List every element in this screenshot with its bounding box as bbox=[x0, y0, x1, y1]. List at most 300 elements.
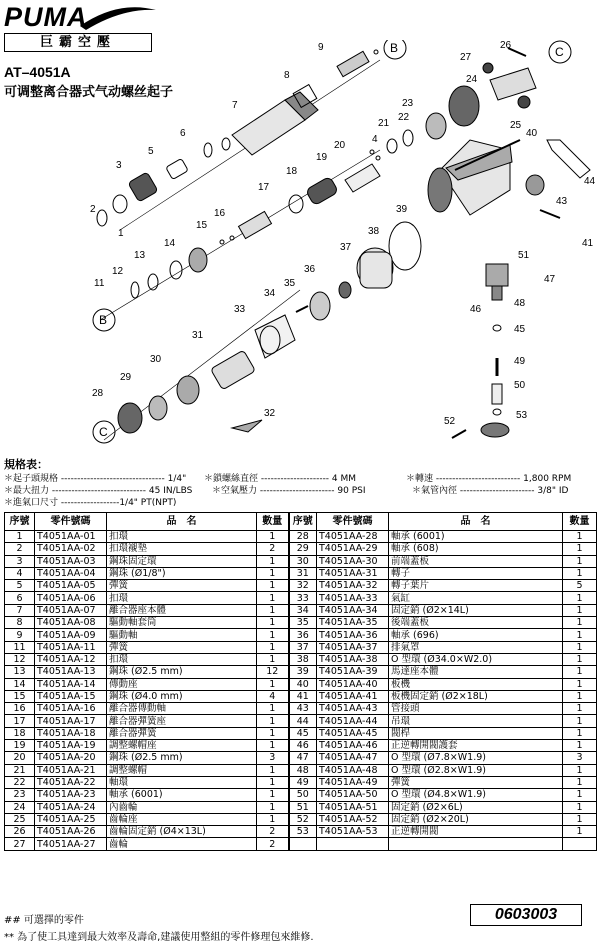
table-cell: T4051AA-16 bbox=[35, 703, 107, 715]
svg-text:21: 21 bbox=[378, 118, 390, 129]
table-cell: T4051AA-25 bbox=[35, 813, 107, 825]
table-cell: 1 bbox=[563, 678, 597, 690]
table-cell: 後端蓋板 bbox=[389, 617, 563, 629]
table-cell: 11 bbox=[5, 641, 35, 653]
table-cell: 26 bbox=[5, 826, 35, 838]
table-cell: 15 bbox=[5, 690, 35, 702]
table-cell: 53 bbox=[289, 826, 317, 838]
table-cell: 1 bbox=[257, 555, 289, 567]
table-cell: 前端蓋板 bbox=[389, 555, 563, 567]
table-cell: 7 bbox=[5, 604, 35, 616]
table-cell: 1 bbox=[257, 776, 289, 788]
table-cell bbox=[317, 838, 389, 850]
table-cell: T4051AA-38 bbox=[317, 653, 389, 665]
table-cell: 13 bbox=[5, 666, 35, 678]
table-cell: 1 bbox=[257, 617, 289, 629]
svg-text:5: 5 bbox=[148, 146, 154, 157]
table-row bbox=[5, 801, 597, 813]
table-cell: T4051AA-09 bbox=[35, 629, 107, 641]
table-row bbox=[5, 629, 597, 641]
table-cell: 27 bbox=[5, 838, 35, 850]
table-cell: 正逆轉開閥 bbox=[389, 826, 563, 838]
table-cell: 1 bbox=[563, 604, 597, 616]
table-cell bbox=[563, 838, 597, 850]
table-cell: 1 bbox=[257, 813, 289, 825]
table-cell: T4051AA-32 bbox=[317, 580, 389, 592]
table-cell: 1 bbox=[257, 653, 289, 665]
table-cell: 調整螺帽 bbox=[107, 764, 257, 776]
table-cell: 37 bbox=[289, 641, 317, 653]
table-cell: 1 bbox=[563, 789, 597, 801]
svg-text:48: 48 bbox=[514, 298, 526, 309]
table-cell: 38 bbox=[289, 653, 317, 665]
table-cell: 17 bbox=[5, 715, 35, 727]
svg-text:C: C bbox=[99, 425, 108, 439]
table-cell: T4051AA-19 bbox=[35, 740, 107, 752]
table-cell: 1 bbox=[257, 727, 289, 739]
table-cell: 離合器傳動軸 bbox=[107, 703, 257, 715]
table-cell: 齒輪座 bbox=[107, 813, 257, 825]
table-row bbox=[5, 617, 597, 629]
spec-screw: ＊鎖螺絲直徑 --------------------- 4 MM bbox=[204, 474, 357, 484]
table-cell: 1 bbox=[563, 801, 597, 813]
svg-text:38: 38 bbox=[368, 226, 380, 237]
table-cell: O 型環 (Ø7.8×W1.9) bbox=[389, 752, 563, 764]
table-cell: 鋼珠 (Ø4.0 mm) bbox=[107, 690, 257, 702]
table-cell: T4051AA-52 bbox=[317, 813, 389, 825]
table-cell: 23 bbox=[5, 789, 35, 801]
table-cell: 45 bbox=[289, 727, 317, 739]
table-cell: 1 bbox=[563, 727, 597, 739]
svg-text:20: 20 bbox=[334, 140, 346, 151]
table-cell: 閥桿 bbox=[389, 727, 563, 739]
table-row bbox=[5, 580, 597, 592]
table-cell: 1 bbox=[257, 567, 289, 579]
svg-text:18: 18 bbox=[286, 166, 298, 177]
table-cell: T4051AA-15 bbox=[35, 690, 107, 702]
svg-text:33: 33 bbox=[234, 304, 246, 315]
table-cell: T4051AA-20 bbox=[35, 752, 107, 764]
table-cell: 1 bbox=[563, 690, 597, 702]
table-cell: 1 bbox=[563, 666, 597, 678]
document-code: 0603003 bbox=[470, 904, 582, 926]
svg-text:12: 12 bbox=[112, 266, 124, 277]
table-cell: 1 bbox=[257, 678, 289, 690]
table-cell: 扣環襯墊 bbox=[107, 543, 257, 555]
table-cell: 36 bbox=[289, 629, 317, 641]
table-cell: 5 bbox=[5, 580, 35, 592]
table-cell: 正逆轉開閥護套 bbox=[389, 740, 563, 752]
table-cell: 1 bbox=[563, 764, 597, 776]
table-cell: 轉子葉片 bbox=[389, 580, 563, 592]
table-cell: 25 bbox=[5, 813, 35, 825]
table-cell bbox=[389, 838, 563, 850]
svg-text:22: 22 bbox=[398, 112, 410, 123]
table-cell: T4051AA-24 bbox=[35, 801, 107, 813]
table-cell: T4051AA-21 bbox=[35, 764, 107, 776]
table-cell: T4051AA-29 bbox=[317, 543, 389, 555]
parts-table bbox=[4, 512, 597, 851]
table-cell: O 型環 (Ø34.0×W2.0) bbox=[389, 653, 563, 665]
table-cell: 調整螺帽座 bbox=[107, 740, 257, 752]
table-cell: 3 bbox=[257, 752, 289, 764]
svg-text:23: 23 bbox=[402, 98, 414, 109]
svg-text:28: 28 bbox=[92, 388, 104, 399]
table-cell: 32 bbox=[289, 580, 317, 592]
table-cell: T4051AA-48 bbox=[317, 764, 389, 776]
table-cell: 齒輪 bbox=[107, 838, 257, 850]
table-cell: 1 bbox=[257, 531, 289, 543]
table-cell: T4051AA-03 bbox=[35, 555, 107, 567]
spec-hose: ＊氣管內徑 ----------------------- 3/8" ID bbox=[412, 486, 569, 496]
model-number: AT–4051A bbox=[4, 64, 71, 80]
table-cell: 44 bbox=[289, 715, 317, 727]
table-row bbox=[5, 567, 597, 579]
table-cell: 1 bbox=[257, 715, 289, 727]
svg-text:14: 14 bbox=[164, 238, 176, 249]
table-cell: 33 bbox=[289, 592, 317, 604]
table-cell: 3 bbox=[563, 752, 597, 764]
table-cell: T4051AA-47 bbox=[317, 752, 389, 764]
table-cell: T4051AA-01 bbox=[35, 531, 107, 543]
table-cell: 2 bbox=[257, 838, 289, 850]
svg-text:51: 51 bbox=[518, 250, 530, 261]
svg-text:3: 3 bbox=[116, 160, 122, 171]
table-cell: 28 bbox=[289, 531, 317, 543]
table-cell: 扣環 bbox=[107, 653, 257, 665]
svg-text:37: 37 bbox=[340, 242, 352, 253]
table-cell: 軸承 (696) bbox=[389, 629, 563, 641]
table-row bbox=[5, 826, 597, 838]
table-row bbox=[5, 727, 597, 739]
footnote-optional: ## 可選擇的零件 bbox=[4, 915, 84, 926]
spec-torque: ＊最大扭力 ----------------------------- 45 IN/LBS bbox=[4, 486, 193, 496]
svg-text:8: 8 bbox=[284, 70, 290, 81]
table-row bbox=[5, 715, 597, 727]
brand-name: PUMA bbox=[4, 2, 88, 32]
table-cell: 29 bbox=[289, 543, 317, 555]
table-cell: 鋼珠 (Ø1/8") bbox=[107, 567, 257, 579]
table-cell: 1 bbox=[257, 740, 289, 752]
table-cell: 齒輪固定銷 (Ø4×13L) bbox=[107, 826, 257, 838]
svg-text:7: 7 bbox=[232, 100, 238, 111]
table-cell: 12 bbox=[257, 666, 289, 678]
table-cell: 4 bbox=[5, 567, 35, 579]
table-cell: 3 bbox=[5, 555, 35, 567]
table-cell: 1 bbox=[257, 789, 289, 801]
table-cell: T4051AA-50 bbox=[317, 789, 389, 801]
table-cell: T4051AA-28 bbox=[317, 531, 389, 543]
table-cell: 鋼珠 (Ø2.5 mm) bbox=[107, 752, 257, 764]
spec-speed: ＊轉速 -------------------------- 1,800 RPM bbox=[406, 474, 572, 484]
table-cell: 20 bbox=[5, 752, 35, 764]
table-cell: T4051AA-27 bbox=[35, 838, 107, 850]
table-row bbox=[5, 740, 597, 752]
table-cell: 1 bbox=[563, 813, 597, 825]
table-cell: 1 bbox=[257, 629, 289, 641]
table-cell: 1 bbox=[563, 703, 597, 715]
table-cell: 離合器彈簧 bbox=[107, 727, 257, 739]
table-cell: 8 bbox=[5, 617, 35, 629]
svg-text:15: 15 bbox=[196, 220, 208, 231]
table-cell: 軸承 (6001) bbox=[107, 789, 257, 801]
table-cell: T4051AA-30 bbox=[317, 555, 389, 567]
svg-text:46: 46 bbox=[470, 304, 482, 315]
table-cell: T4051AA-53 bbox=[317, 826, 389, 838]
table-cell: 1 bbox=[563, 653, 597, 665]
table-cell: 板機固定銷 (Ø2×18L) bbox=[389, 690, 563, 702]
table-cell: 軸承 (608) bbox=[389, 543, 563, 555]
svg-text:24: 24 bbox=[466, 74, 478, 85]
table-cell: 固定銷 (Ø2×20L) bbox=[389, 813, 563, 825]
svg-text:16: 16 bbox=[214, 208, 226, 219]
table-cell: 34 bbox=[289, 604, 317, 616]
svg-text:13: 13 bbox=[134, 250, 146, 261]
table-row bbox=[5, 543, 597, 555]
table-cell: 彈簧 bbox=[107, 641, 257, 653]
footnote-repair-kit: ** 為了使工具達到最大效率及壽命,建議使用整組的零件修理包來維修. bbox=[4, 932, 314, 943]
table-cell: 51 bbox=[289, 801, 317, 813]
exploded-parts-diagram bbox=[0, 40, 600, 450]
svg-text:40: 40 bbox=[526, 128, 538, 139]
table-cell: 氣缸 bbox=[389, 592, 563, 604]
table-cell: 1 bbox=[563, 555, 597, 567]
table-cell: 軸環 bbox=[107, 776, 257, 788]
table-cell: O 型環 (Ø2.8×W1.9) bbox=[389, 764, 563, 776]
table-row bbox=[5, 641, 597, 653]
table-cell: 扣環 bbox=[107, 531, 257, 543]
table-cell: 16 bbox=[5, 703, 35, 715]
svg-text:44: 44 bbox=[584, 176, 596, 187]
table-cell: 5 bbox=[563, 580, 597, 592]
svg-text:4: 4 bbox=[372, 134, 378, 145]
table-cell: 46 bbox=[289, 740, 317, 752]
table-cell: T4051AA-05 bbox=[35, 580, 107, 592]
svg-text:35: 35 bbox=[284, 278, 296, 289]
table-cell: T4051AA-02 bbox=[35, 543, 107, 555]
table-cell: 彈簧 bbox=[107, 580, 257, 592]
table-cell: T4051AA-18 bbox=[35, 727, 107, 739]
table-cell: T4051AA-43 bbox=[317, 703, 389, 715]
table-cell: 1 bbox=[563, 592, 597, 604]
table-cell: 1 bbox=[563, 641, 597, 653]
table-cell: 鋼珠 (Ø2.5 mm) bbox=[107, 666, 257, 678]
table-cell: 1 bbox=[563, 567, 597, 579]
table-cell: 19 bbox=[5, 740, 35, 752]
table-cell: 1 bbox=[563, 531, 597, 543]
svg-text:50: 50 bbox=[514, 380, 526, 391]
table-cell: 50 bbox=[289, 789, 317, 801]
table-cell: 47 bbox=[289, 752, 317, 764]
table-cell: 40 bbox=[289, 678, 317, 690]
svg-text:52: 52 bbox=[444, 416, 456, 427]
table-cell: T4051AA-06 bbox=[35, 592, 107, 604]
table-cell: 排氣罩 bbox=[389, 641, 563, 653]
table-cell: 1 bbox=[257, 604, 289, 616]
table-cell: 軸承 (6001) bbox=[389, 531, 563, 543]
svg-text:32: 32 bbox=[264, 408, 276, 419]
table-row bbox=[5, 776, 597, 788]
table-cell: 內齒輪 bbox=[107, 801, 257, 813]
table-cell: T4051AA-36 bbox=[317, 629, 389, 641]
table-row bbox=[5, 531, 597, 543]
table-cell: O 型環 (Ø4.8×W1.9) bbox=[389, 789, 563, 801]
table-cell: 1 bbox=[563, 776, 597, 788]
table-cell: 1 bbox=[257, 641, 289, 653]
svg-text:26: 26 bbox=[500, 40, 512, 51]
svg-text:36: 36 bbox=[304, 264, 316, 275]
table-cell: 鋼珠固定環 bbox=[107, 555, 257, 567]
table-cell: 管接頭 bbox=[389, 703, 563, 715]
table-cell: T4051AA-11 bbox=[35, 641, 107, 653]
table-cell: 1 bbox=[257, 764, 289, 776]
svg-text:41: 41 bbox=[582, 238, 594, 249]
table-row bbox=[5, 592, 597, 604]
table-cell: T4051AA-41 bbox=[317, 690, 389, 702]
table-cell: 35 bbox=[289, 617, 317, 629]
table-cell: T4051AA-31 bbox=[317, 567, 389, 579]
svg-text:6: 6 bbox=[180, 128, 186, 139]
table-cell: 9 bbox=[5, 629, 35, 641]
table-cell: 43 bbox=[289, 703, 317, 715]
table-row bbox=[5, 653, 597, 665]
specs-title: 規格表： bbox=[4, 458, 48, 471]
table-cell: 馬達座本體 bbox=[389, 666, 563, 678]
spec-pressure: ＊空氣壓力 ----------------------- 90 PSI bbox=[212, 486, 366, 496]
table-row bbox=[5, 813, 597, 825]
table-cell: 21 bbox=[5, 764, 35, 776]
svg-text:34: 34 bbox=[264, 288, 276, 299]
table-cell: T4051AA-23 bbox=[35, 789, 107, 801]
table-row bbox=[5, 703, 597, 715]
table-cell: 1 bbox=[257, 592, 289, 604]
svg-text:27: 27 bbox=[460, 52, 472, 63]
table-cell: T4051AA-17 bbox=[35, 715, 107, 727]
table-cell: 18 bbox=[5, 727, 35, 739]
svg-text:25: 25 bbox=[510, 120, 522, 131]
table-row bbox=[5, 666, 597, 678]
svg-text:9: 9 bbox=[318, 42, 324, 53]
spec-inlet: ＊進氣口尺寸 ------------------1/4" PT(NPT) bbox=[4, 498, 177, 508]
table-cell: 1 bbox=[257, 703, 289, 715]
table-cell: 板機 bbox=[389, 678, 563, 690]
table-cell: 1 bbox=[5, 531, 35, 543]
table-cell: 39 bbox=[289, 666, 317, 678]
table-cell: 轉子 bbox=[389, 567, 563, 579]
table-cell: 1 bbox=[257, 580, 289, 592]
table-row bbox=[5, 555, 597, 567]
table-cell: T4051AA-40 bbox=[317, 678, 389, 690]
table-cell: 離合器座本體 bbox=[107, 604, 257, 616]
table-cell: 1 bbox=[563, 543, 597, 555]
table-cell: 4 bbox=[257, 690, 289, 702]
table-row bbox=[5, 764, 597, 776]
table-cell: 驅動軸套筒 bbox=[107, 617, 257, 629]
svg-text:19: 19 bbox=[316, 152, 328, 163]
table-cell: 1 bbox=[257, 801, 289, 813]
svg-text:2: 2 bbox=[90, 204, 96, 215]
table-cell: T4051AA-39 bbox=[317, 666, 389, 678]
table-cell: 扣環 bbox=[107, 592, 257, 604]
svg-text:1: 1 bbox=[118, 228, 124, 239]
table-cell: T4051AA-26 bbox=[35, 826, 107, 838]
table-cell: 2 bbox=[5, 543, 35, 555]
table-cell: T4051AA-14 bbox=[35, 678, 107, 690]
table-cell: T4051AA-08 bbox=[35, 617, 107, 629]
table-cell: 吊環 bbox=[389, 715, 563, 727]
table-cell: T4051AA-44 bbox=[317, 715, 389, 727]
table-cell: T4051AA-22 bbox=[35, 776, 107, 788]
svg-text:11: 11 bbox=[94, 278, 105, 289]
swoosh-icon bbox=[78, 4, 158, 32]
table-header: 序號 零件號碼 品 名 數量 序號 零件號碼 品 名 數量 bbox=[5, 513, 597, 531]
table-cell: 2 bbox=[257, 826, 289, 838]
svg-text:39: 39 bbox=[396, 204, 408, 215]
table-cell: 1 bbox=[563, 826, 597, 838]
table-cell: 22 bbox=[5, 776, 35, 788]
table-row bbox=[5, 752, 597, 764]
table-cell: T4051AA-46 bbox=[317, 740, 389, 752]
table-cell: 30 bbox=[289, 555, 317, 567]
spec-bit: ＊起子頭規格 -------------------------------- 1/4" bbox=[4, 474, 187, 484]
svg-text:31: 31 bbox=[192, 330, 204, 341]
table-cell bbox=[289, 838, 317, 850]
table-cell: 14 bbox=[5, 678, 35, 690]
table-cell: 31 bbox=[289, 567, 317, 579]
table-cell: 48 bbox=[289, 764, 317, 776]
svg-text:53: 53 bbox=[516, 410, 528, 421]
svg-text:43: 43 bbox=[556, 196, 568, 207]
table-cell: 2 bbox=[257, 543, 289, 555]
table-row bbox=[5, 789, 597, 801]
table-row bbox=[5, 678, 597, 690]
table-cell: T4051AA-07 bbox=[35, 604, 107, 616]
table-cell: T4051AA-12 bbox=[35, 653, 107, 665]
table-cell: T4051AA-35 bbox=[317, 617, 389, 629]
svg-text:B: B bbox=[99, 313, 108, 327]
table-cell: T4051AA-34 bbox=[317, 604, 389, 616]
svg-text:B: B bbox=[390, 41, 399, 55]
table-cell: T4051AA-49 bbox=[317, 776, 389, 788]
table-cell: T4051AA-37 bbox=[317, 641, 389, 653]
brand-subtitle: 巨霸空壓 bbox=[4, 33, 152, 52]
table-cell: 49 bbox=[289, 776, 317, 788]
svg-text:30: 30 bbox=[150, 354, 162, 365]
table-cell: 1 bbox=[563, 740, 597, 752]
svg-text:49: 49 bbox=[514, 356, 526, 367]
table-cell: 傳動座 bbox=[107, 678, 257, 690]
table-cell: 驅動軸 bbox=[107, 629, 257, 641]
table-cell: T4051AA-04 bbox=[35, 567, 107, 579]
table-cell: 24 bbox=[5, 801, 35, 813]
table-cell: 12 bbox=[5, 653, 35, 665]
table-cell: T4051AA-51 bbox=[317, 801, 389, 813]
svg-text:17: 17 bbox=[258, 182, 270, 193]
svg-text:C: C bbox=[555, 45, 564, 59]
table-cell: 1 bbox=[563, 617, 597, 629]
table-cell: 52 bbox=[289, 813, 317, 825]
table-cell: 41 bbox=[289, 690, 317, 702]
svg-text:29: 29 bbox=[120, 372, 132, 383]
table-cell: T4051AA-33 bbox=[317, 592, 389, 604]
product-title: 可调整离合器式气动螺丝起子 bbox=[4, 85, 174, 100]
table-row bbox=[5, 604, 597, 616]
svg-text:47: 47 bbox=[544, 274, 556, 285]
table-cell: 1 bbox=[563, 715, 597, 727]
table-cell: T4051AA-45 bbox=[317, 727, 389, 739]
table-row bbox=[5, 838, 597, 850]
table-cell: 6 bbox=[5, 592, 35, 604]
